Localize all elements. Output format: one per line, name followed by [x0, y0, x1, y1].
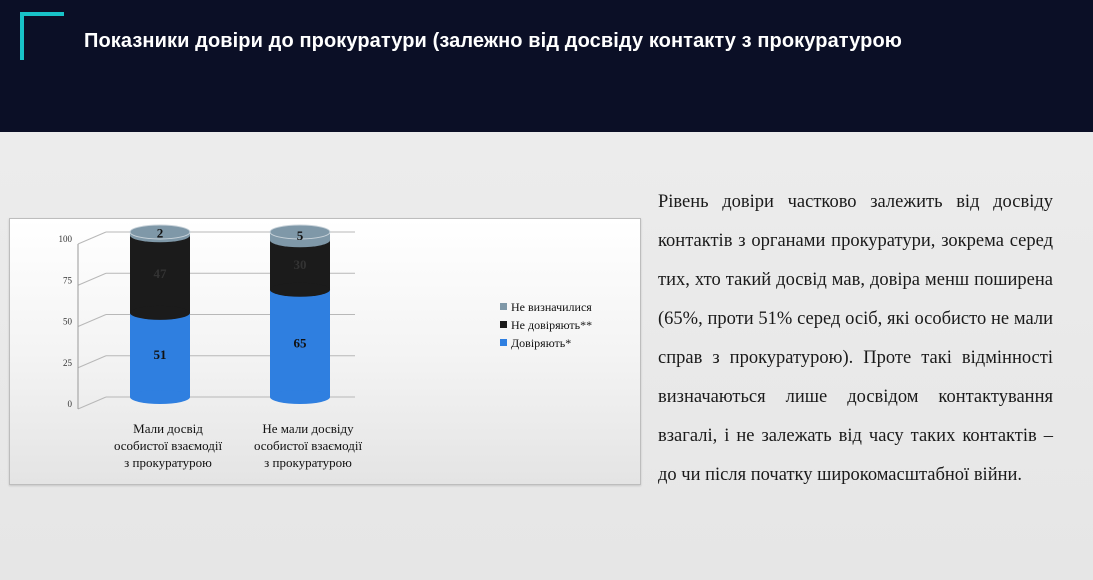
- data-label: 47: [153, 266, 167, 282]
- grid-diagonal: [78, 315, 106, 327]
- chart-frame: [9, 218, 641, 485]
- category-label: з прокуратурою: [264, 455, 352, 470]
- category-label: Не мали досвіду: [262, 421, 354, 436]
- y-tick-label: 50: [63, 316, 72, 327]
- grid-diagonal: [78, 397, 106, 409]
- category-label: Мали досвід: [133, 421, 203, 436]
- bar-segment-bottom: [270, 283, 330, 297]
- legend-swatch: [500, 303, 507, 310]
- corner-bracket-decoration: [20, 12, 64, 60]
- bar-segment-bottom: [270, 390, 330, 404]
- stacked-cylinder-chart: [10, 219, 640, 484]
- legend-swatch: [500, 321, 507, 328]
- legend-entry: Довіряють*: [511, 336, 572, 350]
- legend-entry: Не визначилися: [511, 300, 592, 314]
- data-label: 5: [296, 228, 304, 244]
- category-label: особистої взаємодії: [113, 438, 223, 453]
- y-tick-label: 0: [67, 399, 72, 409]
- grid-diagonal: [78, 232, 106, 244]
- slide-header: [0, 0, 1093, 132]
- legend-swatch: [500, 339, 507, 346]
- legend-entry: Не довіряють**: [511, 318, 593, 332]
- y-tick-label: 100: [58, 234, 72, 244]
- bar-segment-bottom: [130, 390, 190, 404]
- y-tick-label: 25: [63, 357, 72, 368]
- slide-title: Показники довіри до прокуратури (залежно від досвіду контакту з прокуратурою: [84, 30, 902, 52]
- grid-diagonal: [78, 356, 106, 368]
- data-label: 51: [153, 346, 167, 362]
- data-label: 2: [156, 225, 164, 241]
- data-label: 65: [293, 335, 307, 351]
- category-label: особистої взаємодії: [253, 438, 363, 453]
- category-label: з прокуратурою: [124, 455, 212, 470]
- data-label: 30: [293, 257, 307, 272]
- y-tick-label: 75: [63, 275, 72, 286]
- grid-diagonal: [78, 273, 106, 285]
- bar-segment-bottom: [130, 306, 190, 320]
- slide-body-text: Рівень довіри частково залежить від досвіду контактів з органами прокуратури, зокрема серед тих, хто такий досвід мав, довіра менш поширена (65%, проти 51% серед осіб, які особисто не мали справ з прокуратурою). Проте такі відмінності визначаються лише досвідом контактування взагалі, і не залежать від часу таких контактів – до чи після початку широкомасштабної війни.: [658, 192, 1053, 485]
